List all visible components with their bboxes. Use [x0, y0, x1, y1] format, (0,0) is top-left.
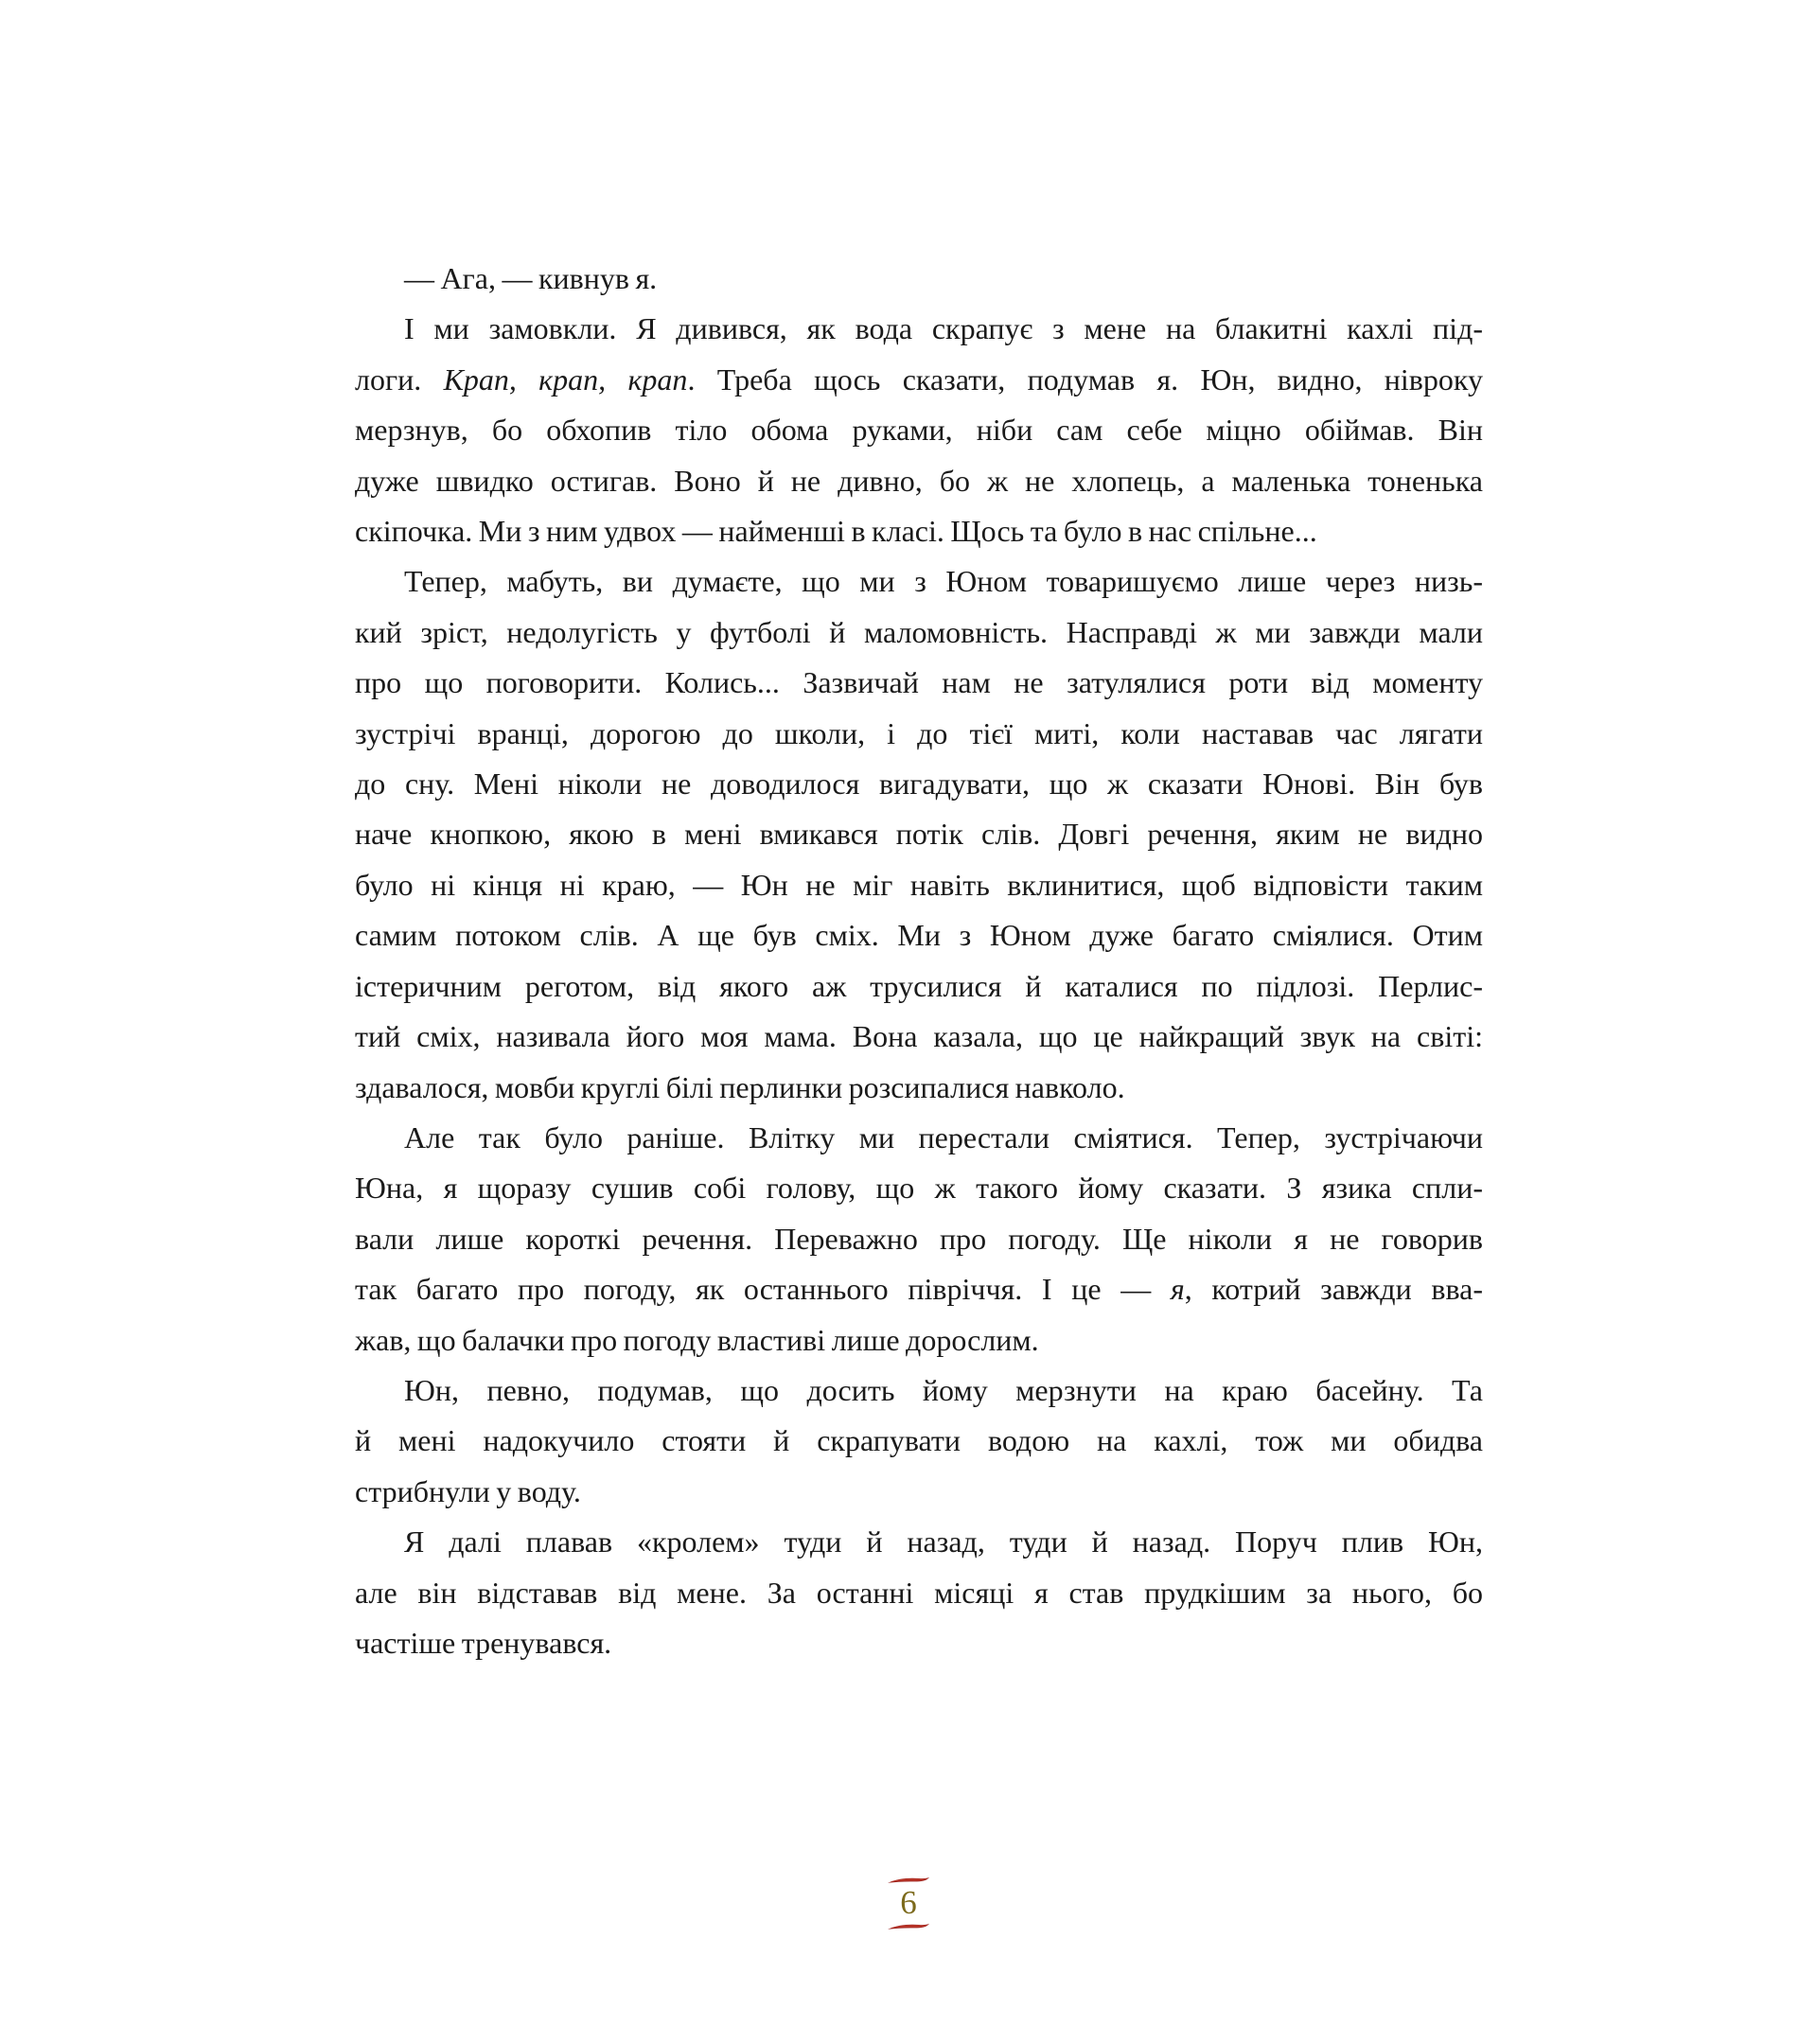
- text-segment: й мені надокучило стояти й скрапувати водою на кахлі, тож ми обидва: [355, 1423, 1483, 1458]
- text-line: [355, 860, 1483, 910]
- paragraph: [355, 1113, 1483, 1366]
- text-line: [355, 1568, 1483, 1618]
- text-segment: Я далі плавав «кролем» туди й назад, туди й назад. Поруч плив Юн,: [404, 1524, 1483, 1559]
- page-footer: [0, 1876, 1817, 1931]
- text-segment: наче кнопкою, якою в мені вмикався потік слів. Довгі речення, яким не видно: [355, 817, 1483, 852]
- text-segment: Юна, я щоразу сушив собі голову, що ж такого йому сказати. З язика спли-: [355, 1171, 1483, 1206]
- paragraph: [355, 1366, 1483, 1517]
- text-line: [355, 759, 1483, 809]
- text-segment: так багато про погоду, як останнього півріччя. І це —: [355, 1272, 1171, 1307]
- text-segment: зустрічі вранці, дорогою до школи, і до тієї миті, коли наставав час лягати: [355, 715, 1483, 750]
- paragraph: [355, 254, 1483, 304]
- italic-text-segment: Крап, крап, крап: [443, 361, 688, 396]
- text-line: [355, 961, 1483, 1012]
- text-segment: самим потоком слів. А ще був сміх. Ми з Юном дуже багато сміялися. Отим: [355, 918, 1483, 953]
- text-line: [355, 1264, 1483, 1314]
- text-segment: істеричним реготом, від якого аж трусилися й каталися по підлозі. Перлис-: [355, 968, 1483, 1003]
- text-line: [355, 1163, 1483, 1213]
- paragraph: [355, 304, 1483, 556]
- text-line: [355, 506, 1483, 556]
- text-line: [355, 608, 1483, 658]
- text-line: [355, 254, 1483, 304]
- page-number: 6: [900, 1884, 917, 1921]
- text-line: [355, 1618, 1483, 1668]
- text-segment: але він відставав від мене. За останні місяці я став прудкішим за нього, бо: [355, 1575, 1483, 1610]
- text-segment: стрибнули у воду.: [355, 1473, 581, 1508]
- text-line: [355, 456, 1483, 506]
- text-line: [355, 1416, 1483, 1466]
- paragraph: [355, 556, 1483, 1112]
- text-segment: вали лише короткі речення. Переважно про погоду. Ще ніколи я не говорив: [355, 1221, 1483, 1256]
- text-segment: дуже швидко остигав. Воно й не дивно, бо ж не хлопець, а маленька тоненька: [355, 463, 1483, 498]
- text-segment: логи.: [355, 361, 444, 396]
- text-line: [355, 809, 1483, 859]
- italic-text-segment: я: [1170, 1272, 1185, 1307]
- text-segment: скіпочка. Ми з ним удвох — найменші в класі. Щось та було в нас спільне...: [355, 514, 1317, 549]
- text-line: [355, 355, 1483, 405]
- text-segment: тий сміх, називала його моя мама. Вона казала, що це найкращий звук на світі:: [355, 1019, 1483, 1054]
- text-segment: І ми замовкли. Я дивився, як вода скрапує з мене на блакитні кахлі під-: [404, 311, 1483, 346]
- paragraph: [355, 1517, 1483, 1668]
- text-segment: про що поговорити. Колись... Зазвичай нам не затулялися роти від моменту: [355, 665, 1483, 700]
- text-line: [355, 556, 1483, 607]
- ornament-stroke-bottom: [887, 1922, 930, 1931]
- text-line: [355, 304, 1483, 354]
- text-segment: було ні кінця ні краю, — Юн не міг навіть вклинитися, щоб відповісти таким: [355, 867, 1483, 902]
- text-line: [355, 405, 1483, 455]
- text-line: [355, 1012, 1483, 1062]
- text-segment: — Ага, — кивнув я.: [404, 261, 658, 295]
- text-segment: Тепер, мабуть, ви думаєте, що ми з Юном товаришуємо лише через низь-: [404, 564, 1483, 599]
- text-line: [355, 1214, 1483, 1264]
- text-segment: жав, що балачки про погоду властиві лише дорослим.: [355, 1322, 1039, 1357]
- text-segment: Але так було раніше. Влітку ми перестали сміятися. Тепер, зустрічаючи: [404, 1119, 1483, 1154]
- text-line: [355, 658, 1483, 708]
- text-line: [355, 910, 1483, 960]
- text-line: [355, 1366, 1483, 1416]
- text-line: [355, 1517, 1483, 1567]
- text-segment: мерзнув, бо обхопив тіло обома руками, ніби сам себе міцно обіймав. Він: [355, 413, 1483, 448]
- text-segment: до сну. Мені ніколи не доводилося вигадувати, що ж сказати Юнові. Він був: [355, 766, 1483, 802]
- text-line: [355, 1113, 1483, 1163]
- text-line: [355, 1315, 1483, 1366]
- text-segment: Юн, певно, подумав, що досить йому мерзнути на краю басейну. Та: [404, 1372, 1483, 1407]
- text-segment: частіше тренувався.: [355, 1625, 612, 1660]
- text-block: [355, 254, 1483, 1668]
- text-segment: кий зріст, недолугість у футболі й маломовність. Насправді ж ми завжди мали: [355, 614, 1483, 649]
- text-line: [355, 1467, 1483, 1517]
- text-segment: . Треба щось сказати, подумав я. Юн, видно, нівроку: [687, 361, 1484, 396]
- text-line: [355, 709, 1483, 759]
- text-line: [355, 1063, 1483, 1113]
- text-segment: , котрий завжди вва-: [1184, 1272, 1484, 1307]
- text-segment: здавалося, мовби круглі білі перлинки розсипалися навколо.: [355, 1069, 1125, 1104]
